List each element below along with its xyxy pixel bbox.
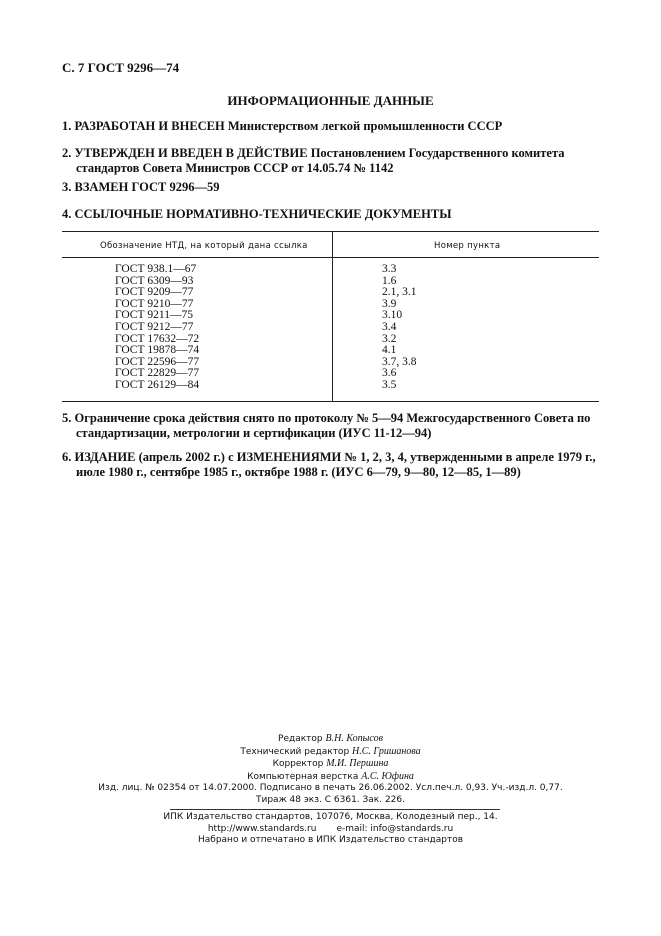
proofreader-label: Корректор bbox=[272, 759, 324, 769]
typeset-line: Набрано и отпечатано в ИПК Издательство стандартов bbox=[198, 835, 463, 845]
item-1-text: Министерством легкой промышленности СССР bbox=[227, 119, 503, 133]
item-2-text: Постановлением Государственного комитета стандартов Совета Министров СССР от 14.05.74 № 1142 bbox=[76, 146, 565, 175]
imprint-publisher bbox=[0, 812, 661, 847]
table-cell-clause: 3.7, 3.8 bbox=[382, 355, 417, 368]
publisher-line: ИПК Издательство стандартов, 107076, Москва, Колодезный пер., 14. bbox=[163, 812, 498, 822]
editor-name: В.Н. Копысов bbox=[325, 733, 383, 744]
tech-editor-label: Технический редактор bbox=[240, 746, 350, 757]
table-cell-clause: 1.6 bbox=[382, 274, 397, 287]
item-1 bbox=[62, 119, 602, 134]
table-header-doc: Обозначение НТД, на который дана ссылка bbox=[100, 241, 308, 251]
licence-line: Изд. лиц. № 02354 от 14.07.2000. Подписано в печать 26.06.2002. Усл.печ.л. 0,93. Уч.-изд.л. 0,77. bbox=[98, 783, 563, 793]
imprint-credits bbox=[0, 733, 661, 783]
page-header: С. 7 ГОСТ 9296—74 bbox=[62, 60, 180, 75]
table-row: ГОСТ 9211—75 bbox=[115, 309, 193, 322]
table-cell-clause: 4.1 bbox=[382, 344, 397, 357]
table-row: ГОСТ 22596—77 bbox=[115, 355, 200, 368]
table-header-clause: Номер пункта bbox=[434, 241, 501, 251]
reference-table bbox=[62, 231, 599, 401]
item-1-caption: 1. РАЗРАБОТАН И ВНЕСЕН bbox=[62, 119, 225, 133]
table-row: ГОСТ 6309—93 bbox=[115, 274, 194, 287]
editor-label: Редактор bbox=[278, 734, 323, 744]
table-row: ГОСТ 938.1—67 bbox=[115, 263, 197, 275]
table-cell-clause: 3.6 bbox=[382, 367, 397, 380]
item-2-caption: 2. УТВЕРЖДЕН И ВВЕДЕН В ДЕЙСТВИЕ bbox=[62, 146, 308, 160]
item-3: 3. ВЗАМЕН ГОСТ 9296—59 bbox=[62, 180, 220, 194]
table-row: ГОСТ 26129—84 bbox=[115, 378, 200, 391]
table-clause-column bbox=[382, 264, 417, 392]
layout-label: Компьютерная верстка bbox=[247, 771, 359, 782]
table-row: ГОСТ 17632—72 bbox=[115, 332, 200, 345]
print-run-line: Тираж 48 экз. С 6361. Зак. 226. bbox=[256, 794, 405, 805]
table-cell-clause: 3.3 bbox=[382, 263, 397, 275]
table-doc-column bbox=[115, 264, 199, 392]
item-5: 5. Ограничение срока действия снято по протоколу № 5—94 Межгосударственного Совета по стандартизации, метрологии и сертификации (ИУС 11-12—94) bbox=[62, 411, 591, 440]
proofreader-name: М.И. Першина bbox=[326, 758, 389, 769]
web-link: http://www.standards.ru bbox=[207, 823, 317, 834]
table-row: ГОСТ 22829—77 bbox=[115, 367, 200, 380]
table-row: ГОСТ 9209—77 bbox=[115, 286, 194, 299]
table-cell-clause: 3.2 bbox=[382, 332, 397, 345]
table-cell-clause: 3.5 bbox=[382, 378, 397, 391]
table-row: ГОСТ 19878—74 bbox=[115, 344, 200, 357]
layout-name: А.С. Юфина bbox=[361, 770, 414, 782]
table-cell-clause: 2.1, 3.1 bbox=[382, 286, 417, 299]
table-row: ГОСТ 9210—77 bbox=[115, 297, 194, 310]
item-6: 6. ИЗДАНИЕ (апрель 2002 г.) с ИЗМЕНЕНИЯМИ № 1, 2, 3, 4, утвержденными в апреле 1979 г., июле 1980 г., сентябре 1985 г., октябре 1988 г. (ИУС 6—79, 9—80, 12—85, 1—89) bbox=[62, 450, 596, 479]
email-text: e-mail: info@standards.ru bbox=[336, 823, 454, 834]
tech-editor-name: Н.С. Гришанова bbox=[352, 745, 421, 757]
table-cell-clause: 3.10 bbox=[382, 309, 403, 322]
imprint-print-data bbox=[0, 783, 661, 806]
page-title: ИНФОРМАЦИОННЫЕ ДАННЫЕ bbox=[227, 93, 434, 108]
table-cell-clause: 3.4 bbox=[382, 320, 397, 333]
item-4: 4. ССЫЛОЧНЫЕ НОРМАТИВНО-ТЕХНИЧЕСКИЕ ДОКУМЕНТЫ bbox=[62, 207, 452, 221]
table-cell-clause: 3.9 bbox=[382, 297, 397, 310]
table-row: ГОСТ 9212—77 bbox=[115, 320, 194, 333]
item-2 bbox=[62, 146, 616, 176]
imprint-divider bbox=[170, 809, 500, 810]
